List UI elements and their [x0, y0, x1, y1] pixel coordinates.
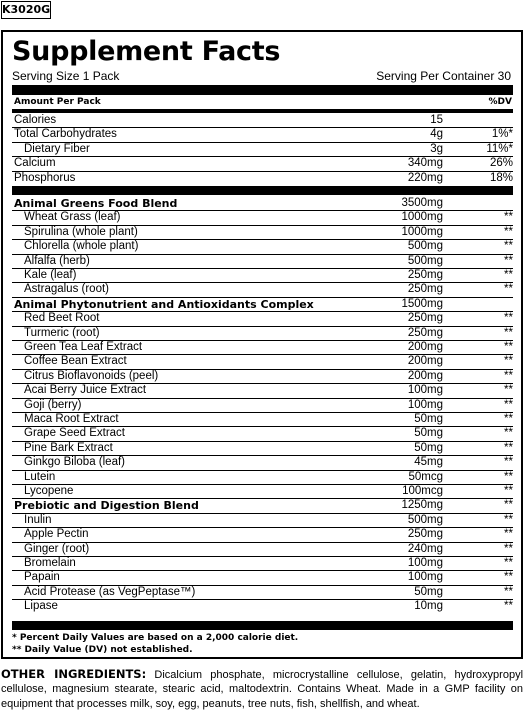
ingredient-row: [12, 341, 513, 355]
ingredient-row: [12, 114, 513, 128]
ingredient-row: [12, 586, 513, 600]
ingredient-amount: 500mg: [407, 513, 443, 526]
blend-row: [12, 197, 513, 211]
ingredient-name: Lycopene: [24, 485, 74, 497]
ingredient-row: [12, 355, 513, 369]
blend-row: [12, 298, 513, 312]
footnote-dv-not-established: ** Daily Value (DV) not established.: [12, 645, 193, 655]
ingredient-amount: 4g: [430, 128, 443, 141]
ingredient-row: [12, 485, 513, 499]
amount-per-header: Amount Per Pack: [14, 97, 101, 107]
ingredient-name: Red Beet Root: [24, 312, 100, 325]
ingredient-amount: 50mg: [414, 427, 443, 440]
ingredient-daily-value: **: [504, 513, 513, 526]
ingredient-name: Maca Root Extract: [24, 413, 119, 425]
ingredient-row: [12, 226, 513, 240]
ingredient-name: Papain: [24, 571, 60, 584]
ingredient-amount: 250mg: [407, 312, 443, 325]
ingredient-row: [12, 471, 513, 485]
ingredient-name: Total Carbohydrates: [14, 128, 117, 141]
ingredient-daily-value: **: [504, 312, 513, 325]
ingredient-daily-value: 18%: [489, 171, 513, 184]
ingredient-amount: 1250mg: [401, 499, 443, 512]
ingredient-name: Kale (leaf): [24, 269, 77, 281]
ingredient-amount: 240mg: [407, 542, 443, 555]
ingredient-row: [12, 211, 513, 225]
ingredient-name: Citrus Bioflavonoids (peel): [24, 369, 159, 382]
ingredient-name: Ginkgo Biloba (leaf): [24, 456, 125, 469]
ingredient-name: Pine Bark Extract: [24, 441, 113, 454]
ingredient-row: [12, 269, 513, 283]
ingredient-name: Coffee Bean Extract: [24, 355, 127, 368]
ingredient-amount: 1000mg: [401, 225, 443, 238]
ingredient-row: [12, 413, 513, 427]
divider-thick: [12, 621, 513, 630]
ingredient-row: [12, 128, 513, 142]
ingredient-name: Prebiotic and Digestion Blend: [14, 499, 199, 513]
divider-thick: [12, 85, 513, 95]
ingredient-name: Apple Pectin: [24, 528, 89, 541]
ingredient-amount: 250mg: [407, 528, 443, 541]
ingredient-amount: 500mg: [407, 240, 443, 253]
ingredient-row: [12, 255, 513, 269]
ingredient-amount: 1000mg: [401, 211, 443, 224]
ingredient-amount: 10mg: [414, 600, 443, 613]
ingredient-daily-value: **: [504, 528, 513, 541]
ingredient-amount: 200mg: [407, 369, 443, 382]
ingredient-daily-value: **: [504, 571, 513, 584]
ingredient-name: Phosphorus: [14, 171, 76, 184]
ingredient-row: [12, 427, 513, 441]
ingredient-amount: 250mg: [407, 326, 443, 339]
ingredient-name: Goji (berry): [24, 398, 82, 411]
ingredient-row: [12, 312, 513, 326]
ingredient-amount: 100mg: [407, 557, 443, 569]
ingredient-amount: 100mg: [407, 384, 443, 397]
ingredient-row: [12, 157, 513, 171]
ingredient-amount: 100mg: [407, 398, 443, 411]
ingredient-daily-value: **: [504, 413, 513, 425]
ingredient-name: Acai Berry Juice Extract: [24, 384, 147, 397]
other-ingredients-label: OTHER INGREDIENTS:: [1, 667, 147, 681]
ingredient-daily-value: **: [504, 398, 513, 411]
other-ingredients-text: Dicalcium phosphate, microcrystalline cellulose, gelatin, hydroxypropyl cellulose, magnesium stearate, stearic acid, maltodextrin. Contains Wheat. Made in a GMP facility on equipment that processes milk, soy, egg, peanuts, tree nuts, fish, shellfish, and wheat.: [1, 669, 524, 710]
column-header: [12, 95, 513, 109]
ingredient-row: [12, 571, 513, 585]
ingredient-row: [12, 143, 513, 157]
ingredient-row: [12, 442, 513, 456]
ingredient-amount: 50mcg: [408, 470, 443, 483]
ingredient-name: Grape Seed Extract: [24, 427, 125, 440]
ingredient-amount: 500mg: [407, 254, 443, 267]
ingredient-row: [12, 543, 513, 557]
other-ingredients: [1, 667, 523, 711]
ingredient-amount: 3500mg: [401, 197, 443, 209]
ingredient-daily-value: 26%: [489, 157, 513, 170]
ingredient-amount: 200mg: [407, 341, 443, 353]
ingredient-row: [12, 456, 513, 470]
ingredient-row: [12, 399, 513, 413]
ingredient-daily-value: **: [504, 441, 513, 454]
ingredient-daily-value: **: [504, 326, 513, 339]
panel-title: Supplement Facts: [12, 36, 281, 67]
ingredient-amount: 1500mg: [401, 297, 443, 310]
ingredient-daily-value: **: [504, 585, 513, 598]
ingredient-name: Spirulina (whole plant): [24, 225, 138, 238]
ingredient-name: Lipase: [24, 600, 58, 613]
ingredient-daily-value: **: [504, 254, 513, 267]
serving-size: Serving Size 1 Pack: [12, 69, 120, 83]
ingredient-daily-value: 11%*: [486, 142, 513, 155]
ingredient-row: [12, 283, 513, 297]
ingredient-amount: 200mg: [407, 355, 443, 368]
ingredient-daily-value: **: [504, 600, 513, 613]
ingredient-name: Bromelain: [24, 557, 76, 569]
ingredient-amount: 50mg: [414, 441, 443, 454]
ingredient-row: [12, 327, 513, 341]
ingredient-daily-value: **: [504, 499, 513, 512]
ingredient-name: Astragalus (root): [24, 283, 110, 296]
ingredient-daily-value: **: [504, 240, 513, 253]
ingredient-daily-value: **: [504, 341, 513, 353]
ingredient-daily-value: **: [504, 384, 513, 397]
ingredient-daily-value: **: [504, 211, 513, 224]
ingredient-amount: 250mg: [407, 269, 443, 281]
ingredient-daily-value: **: [504, 470, 513, 483]
servings-per-container: Serving Per Container 30: [376, 69, 511, 83]
ingredient-name: Inulin: [24, 513, 52, 526]
divider-thick: [12, 186, 513, 195]
ingredient-name: Chlorella (whole plant): [24, 240, 139, 253]
ingredient-amount: 15: [430, 114, 443, 126]
ingredient-name: Alfalfa (herb): [24, 254, 90, 267]
ingredient-name: Lutein: [24, 470, 56, 483]
ingredient-daily-value: **: [504, 456, 513, 469]
product-code: K3020G: [1, 1, 51, 19]
ingredient-name: Dietary Fiber: [24, 142, 90, 155]
ingredient-amount: 50mg: [414, 585, 443, 598]
ingredient-name: Calories: [14, 114, 57, 126]
ingredient-name: Green Tea Leaf Extract: [24, 341, 143, 353]
ingredient-daily-value: **: [504, 225, 513, 238]
ingredient-row: [12, 600, 513, 614]
ingredient-daily-value: **: [504, 369, 513, 382]
ingredient-amount: 100mcg: [402, 485, 443, 497]
ingredient-amount: 250mg: [407, 283, 443, 296]
divider-medium: [12, 109, 513, 113]
ingredient-amount: 45mg: [414, 456, 443, 469]
blend-row: [12, 499, 513, 513]
ingredient-row: [12, 172, 513, 186]
ingredient-row: [12, 528, 513, 542]
ingredient-amount: 3g: [430, 142, 443, 155]
ingredient-name: Turmeric (root): [24, 326, 100, 339]
ingredient-daily-value: 1%*: [491, 128, 513, 141]
ingredient-daily-value: **: [504, 355, 513, 368]
ingredient-row: [12, 240, 513, 254]
ingredient-amount: 50mg: [414, 413, 443, 425]
ingredient-amount: 100mg: [407, 571, 443, 584]
ingredient-row: [12, 557, 513, 571]
ingredient-daily-value: **: [504, 283, 513, 296]
supplement-facts-panel: [1, 30, 523, 659]
ingredient-amount: 340mg: [407, 157, 443, 170]
ingredient-name: Wheat Grass (leaf): [24, 211, 121, 224]
ingredient-amount: 220mg: [407, 171, 443, 184]
ingredient-name: Acid Protease (as VegPeptase™): [24, 585, 196, 598]
ingredient-name: Animal Phytonutrient and Antioxidants Complex: [14, 297, 314, 311]
ingredient-name: Calcium: [14, 157, 56, 170]
ingredient-daily-value: **: [504, 269, 513, 281]
ingredient-daily-value: **: [504, 427, 513, 440]
dv-header: %DV: [488, 97, 512, 107]
ingredient-row: [12, 514, 513, 528]
ingredient-daily-value: **: [504, 557, 513, 569]
ingredient-daily-value: **: [504, 542, 513, 555]
ingredient-row: [12, 370, 513, 384]
ingredient-row: [12, 384, 513, 398]
ingredient-name: Ginger (root): [24, 542, 90, 555]
ingredient-daily-value: **: [504, 485, 513, 497]
footnote-percent-dv: * Percent Daily Values are based on a 2,000 calorie diet.: [12, 633, 299, 643]
ingredient-name: Animal Greens Food Blend: [14, 197, 178, 210]
